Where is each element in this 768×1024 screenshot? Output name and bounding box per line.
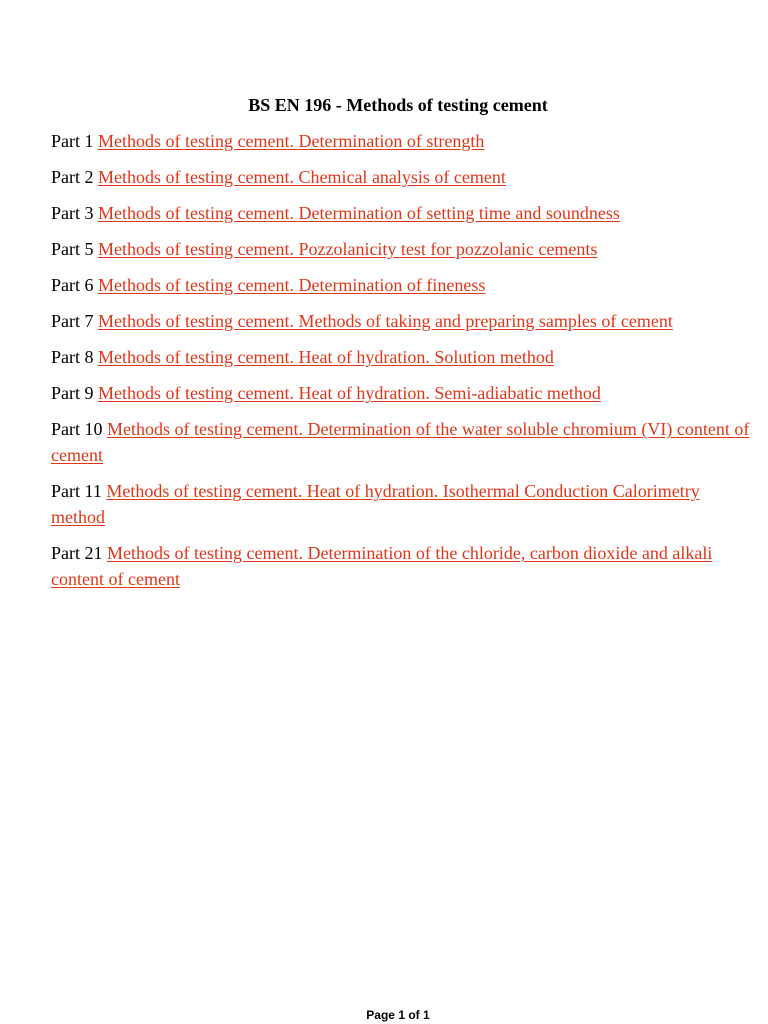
list-item-part-6 [51,273,751,299]
part-6-link[interactable]: Methods of testing cement. Determination of fineness [98,275,486,295]
page-current: 1 [398,1008,405,1022]
list-item-part-8 [51,345,751,371]
list-item-part-1 [51,129,751,155]
part-11-link[interactable]: Methods of testing cement. Heat of hydration. Isothermal Conduction Calorimetry method [51,481,700,527]
list-item-part-10 [51,417,751,468]
part-number: Part 7 [51,311,94,331]
part-3-link[interactable]: Methods of testing cement. Determination of setting time and soundness [98,203,620,223]
part-21-link[interactable]: Methods of testing cement. Determination of the chloride, carbon dioxide and alkali content of cement [51,543,713,589]
page-total: 1 [423,1008,430,1022]
list-item-part-21 [51,541,751,592]
part-number: Part 1 [51,131,94,151]
list-item-part-7 [51,309,751,335]
list-item-part-9 [51,381,751,407]
part-2-link[interactable]: Methods of testing cement. Chemical analysis of cement [98,167,506,187]
part-number: Part 21 [51,543,103,563]
part-10-link[interactable]: Methods of testing cement. Determination of the water soluble chromium (VI) content of cement [51,419,750,465]
part-number: Part 9 [51,383,94,403]
page-footer [0,1008,768,1022]
parts-list [51,129,751,603]
part-5-link[interactable]: Methods of testing cement. Pozzolanicity test for pozzolanic cements [98,239,598,259]
list-item-part-5 [51,237,751,263]
part-number: Part 2 [51,167,94,187]
part-number: Part 11 [51,481,102,501]
list-item-part-2 [51,165,751,191]
page-label: Page [366,1008,395,1022]
part-number: Part 5 [51,239,94,259]
part-number: Part 3 [51,203,94,223]
part-9-link[interactable]: Methods of testing cement. Heat of hydration. Semi-adiabatic method [98,383,601,403]
part-number: Part 6 [51,275,94,295]
page-of-label: of [408,1008,420,1022]
list-item-part-11 [51,479,751,530]
part-number: Part 10 [51,419,103,439]
part-7-link[interactable]: Methods of testing cement. Methods of taking and preparing samples of cement [98,311,673,331]
list-item-part-3 [51,201,751,227]
document-title: BS EN 196 - Methods of testing cement [248,95,548,115]
part-8-link[interactable]: Methods of testing cement. Heat of hydration. Solution method [98,347,554,367]
part-number: Part 8 [51,347,94,367]
part-1-link[interactable]: Methods of testing cement. Determination of strength [98,131,485,151]
